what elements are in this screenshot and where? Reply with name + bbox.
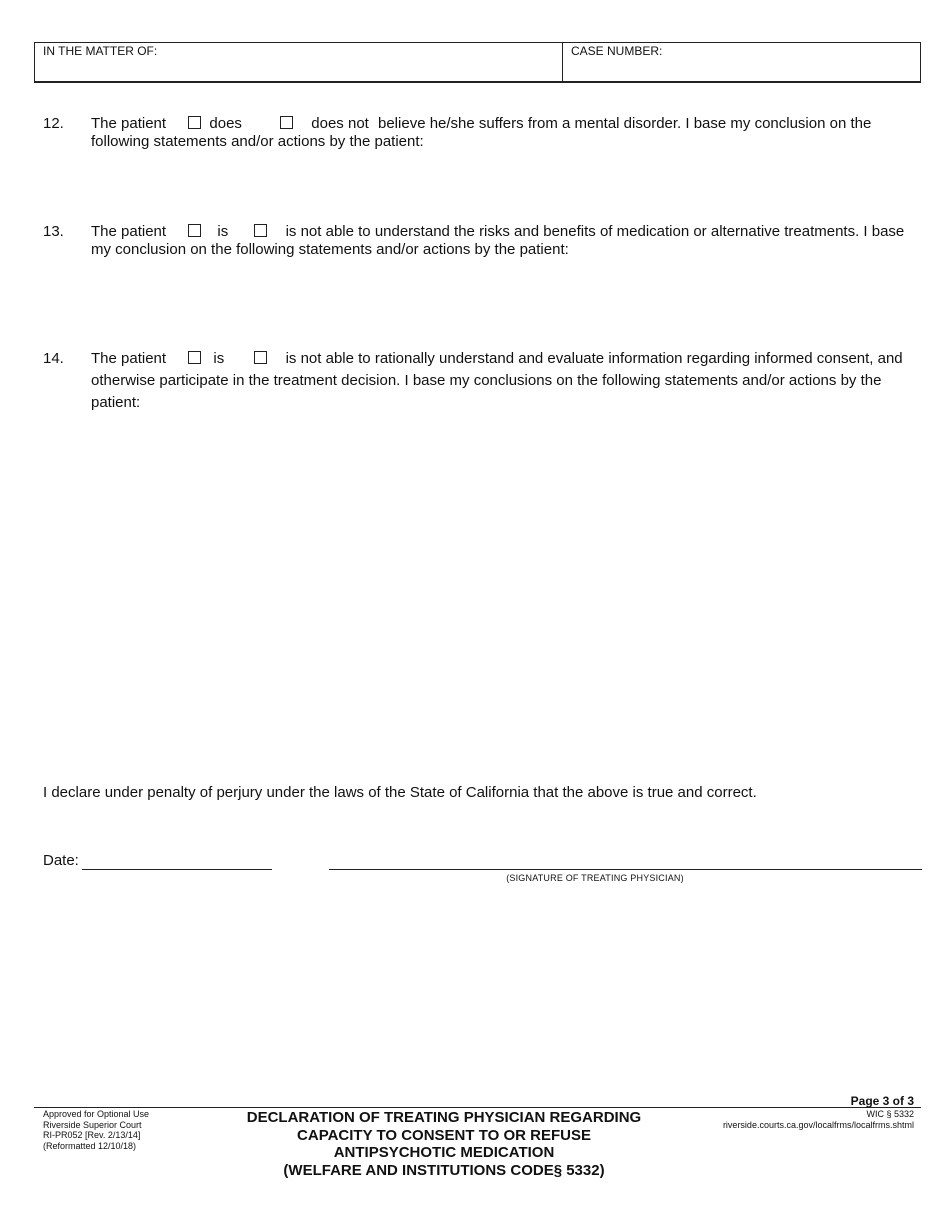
page-number: Page 3 of 3 bbox=[850, 1094, 914, 1108]
case-number-input[interactable] bbox=[573, 61, 910, 79]
approval-line-4: (Reformatted 12/10/18) bbox=[43, 1140, 137, 1151]
item-14-is-not-checkbox[interactable] bbox=[254, 351, 267, 364]
item-13-text bbox=[91, 223, 917, 259]
statute-code: WIC § 5332 bbox=[866, 1109, 914, 1119]
approval-line-2: Riverside Superior Court bbox=[43, 1119, 142, 1130]
item-14-tail: is not able to rationally understand and evaluate information regarding informed consent, and otherwise participate in the treatment decision. I base my conclusions on the following statements and/or actions by the patient: bbox=[91, 350, 903, 411]
item-12-lead: The patient bbox=[91, 115, 167, 132]
form-title-line-2: CAPACITY TO CONSENT TO OR REFUSE bbox=[297, 1126, 591, 1144]
form-title-line-4: (WELFARE AND INSTITUTIONS CODE§ 5332) bbox=[283, 1161, 605, 1179]
item-12-does-not-label: does not bbox=[311, 115, 369, 132]
signature-caption: (SIGNATURE OF TREATING PHYSICIAN) bbox=[506, 873, 684, 883]
item-13-lead: The patient bbox=[91, 223, 167, 240]
item-14-lead: The patient bbox=[91, 350, 167, 367]
case-header bbox=[34, 42, 921, 83]
case-number-label: CASE NUMBER: bbox=[571, 44, 663, 58]
item-13-is-label: is bbox=[217, 223, 229, 240]
form-title-line-1: DECLARATION OF TREATING PHYSICIAN REGARDING bbox=[246, 1109, 642, 1126]
approval-line-1: Approved for Optional Use bbox=[43, 1109, 150, 1119]
item-13-is-checkbox[interactable] bbox=[188, 224, 201, 237]
item-14-is-label: is bbox=[213, 350, 225, 367]
date-field[interactable] bbox=[82, 869, 272, 870]
approval-line-3: RI-PR052 [Rev. 2/13/14] bbox=[43, 1130, 141, 1140]
item-13-is-not-checkbox[interactable] bbox=[254, 224, 267, 237]
matter-cell bbox=[35, 43, 563, 81]
matter-input[interactable] bbox=[65, 61, 552, 79]
item-12-does-label: does bbox=[209, 115, 242, 132]
footer-divider bbox=[34, 1107, 921, 1108]
form-approval-info bbox=[43, 1109, 149, 1151]
matter-label: IN THE MATTER OF: bbox=[43, 44, 158, 58]
item-14-text bbox=[91, 348, 917, 414]
date-label: Date: bbox=[43, 852, 79, 869]
case-number-cell bbox=[563, 43, 920, 81]
item-12-tail: believe he/she suffers from a mental disorder. I base my conclusion on the following statements and/or actions by the patient: bbox=[91, 115, 872, 150]
signature-field[interactable] bbox=[329, 869, 922, 870]
court-forms-url: riverside.courts.ca.gov/localfrms/localfrms.shtml bbox=[722, 1119, 914, 1130]
item-14-number: 14. bbox=[43, 350, 64, 367]
item-13-tail: is not able to understand the risks and benefits of medication or alternative treatments. I base my conclusion on the following statements and/or actions by the patient: bbox=[91, 223, 905, 258]
item-12-number: 12. bbox=[43, 115, 64, 132]
perjury-declaration: I declare under penalty of perjury under the laws of the State of California that the above is true and correct. bbox=[43, 784, 757, 801]
item-12-text bbox=[91, 115, 917, 151]
item-14-is-checkbox[interactable] bbox=[188, 351, 201, 364]
item-12-does-not-checkbox[interactable] bbox=[280, 116, 293, 129]
item-13-number: 13. bbox=[43, 223, 64, 240]
form-title-line-3: ANTIPSYCHOTIC MEDICATION bbox=[333, 1144, 555, 1161]
statute-reference bbox=[723, 1109, 914, 1130]
form-title bbox=[214, 1109, 674, 1179]
item-12-does-checkbox[interactable] bbox=[188, 116, 201, 129]
